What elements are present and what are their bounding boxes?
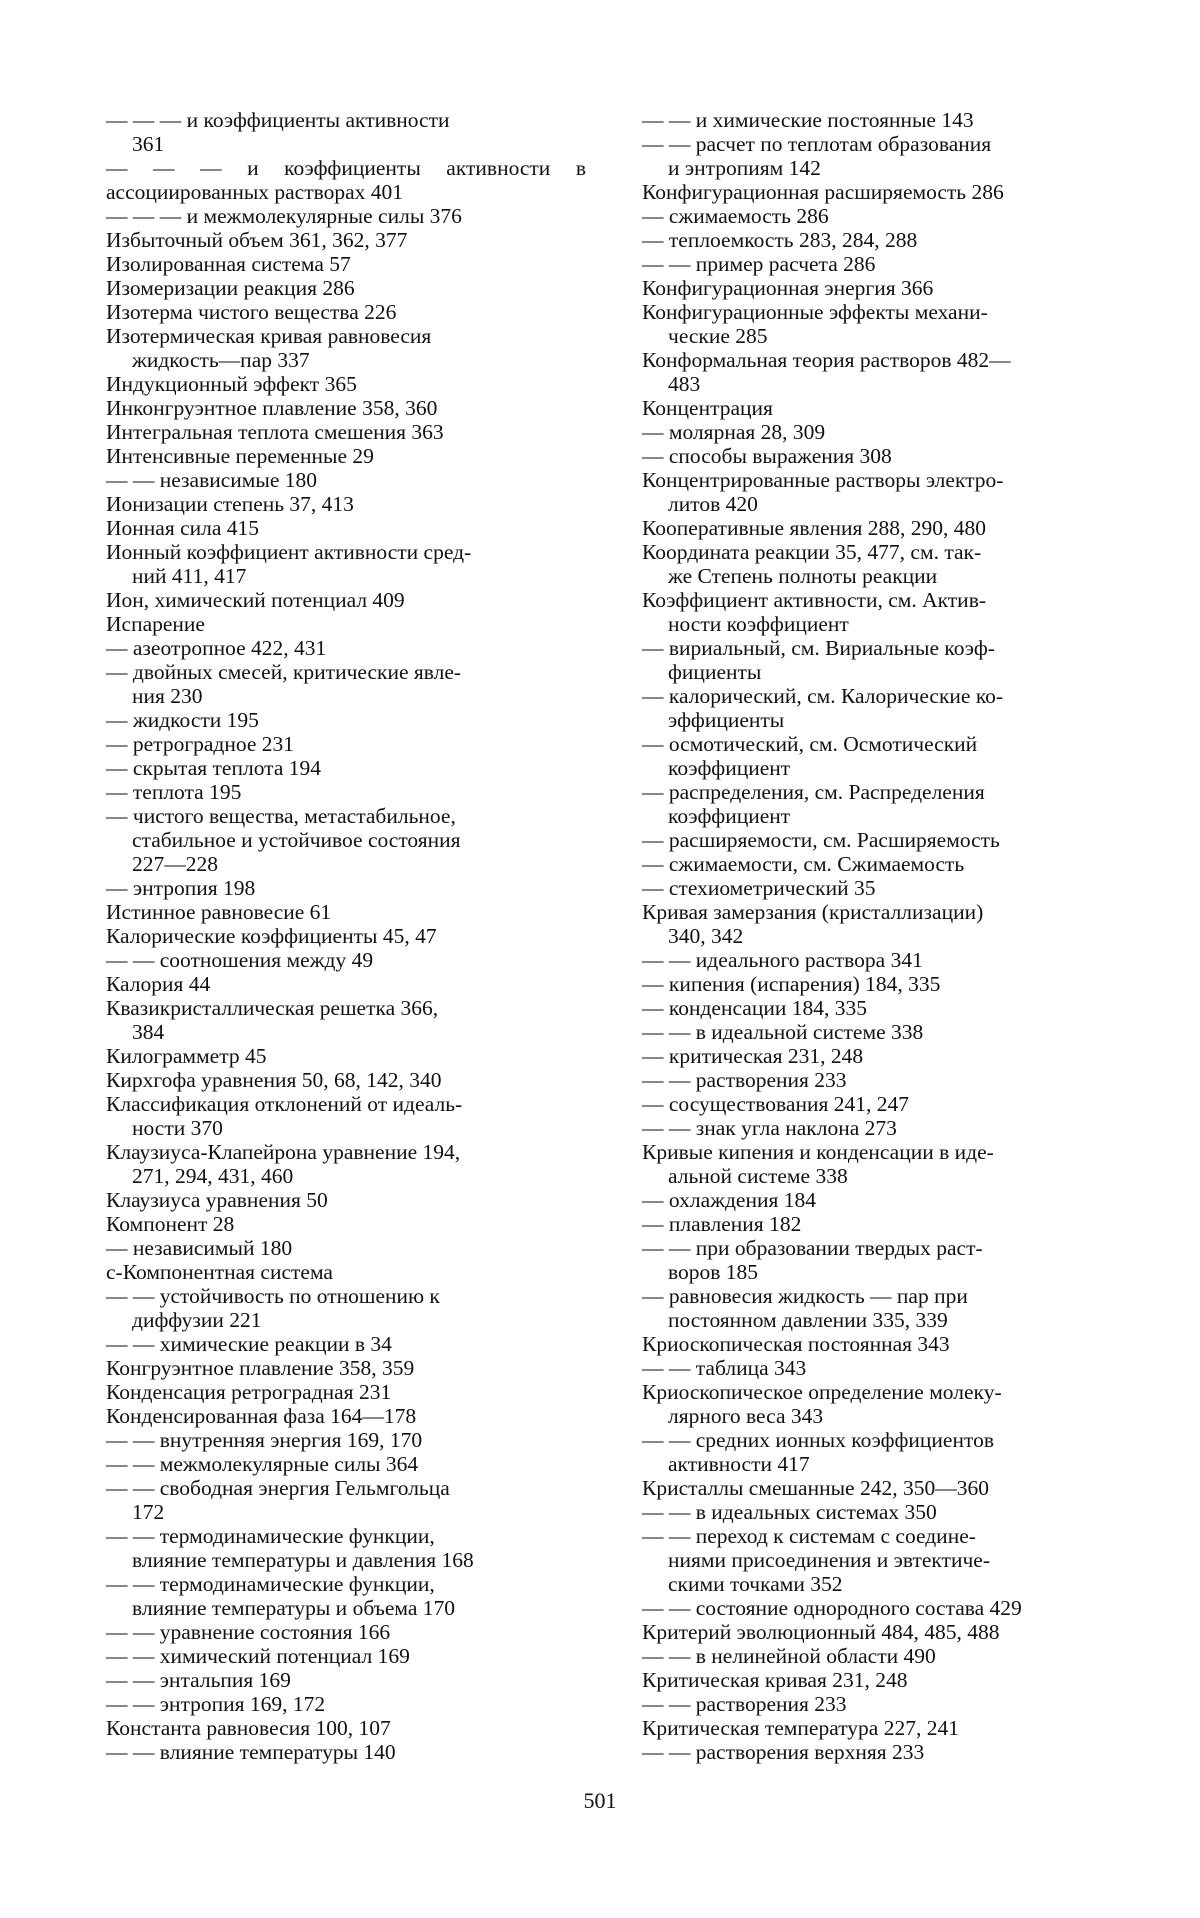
index-entry: — теплота 195 (106, 780, 242, 804)
index-entry: — — влияние температуры 140 (106, 1740, 396, 1764)
index-entry: Кооперативные явления 288, 290, 480 (642, 516, 987, 540)
index-column-left (106, 108, 586, 1764)
index-entry: Криоскопическая постоянная 343 (642, 1332, 950, 1356)
index-entry: — азеотропное 422, 431 (106, 636, 327, 660)
index-entry: — охлаждения 184 (642, 1188, 816, 1212)
index-entry: Кривые кипения и конденсации в иде- (642, 1140, 994, 1164)
index-entry: Конденсированная фаза 164—178 (106, 1404, 417, 1428)
index-entry-continuation: влияние температуры и объема 170 (132, 1596, 456, 1620)
index-entry: — — внутренняя энергия 169, 170 (106, 1428, 423, 1452)
index-entry: — — — и коэффициенты активности в ассоциированных растворах 401 (106, 156, 586, 204)
index-entry: — теплоемкость 283, 284, 288 (642, 228, 918, 252)
index-entry: Конденсация ретроградная 231 (106, 1380, 392, 1404)
index-entry: — — термодинамические функции, (106, 1524, 435, 1548)
index-entry: Кирхгофа уравнения 50, 68, 142, 340 (106, 1068, 442, 1092)
index-entry: — — соотношения между 49 (106, 948, 374, 972)
index-entry: — — пример расчета 286 (642, 252, 876, 276)
index-entry: — — — и коэффициенты активности (106, 108, 450, 132)
index-entry: Конфигурационные эффекты механи- (642, 300, 988, 324)
index-entry: — — растворения верхняя 233 (642, 1740, 925, 1764)
index-entry: — — свободная энергия Гельмгольца (106, 1476, 450, 1500)
index-entry: Изотермическая кривая равновесия (106, 324, 432, 348)
index-entry-continuation: 271, 294, 431, 460 (132, 1164, 294, 1188)
index-entry: — — термодинамические функции, (106, 1572, 435, 1596)
index-entry: Интегральная теплота смешения 363 (106, 420, 444, 444)
index-entry-continuation: фициенты (668, 660, 762, 684)
index-entry-continuation: скими точками 352 (668, 1572, 843, 1596)
index-entry: — — энтропия 169, 172 (106, 1692, 326, 1716)
index-entry: — двойных смесей, критические явле- (106, 660, 462, 684)
index-entry: — энтропия 198 (106, 876, 256, 900)
index-entry: — жидкости 195 (106, 708, 259, 732)
index-entry: — скрытая теплота 194 (106, 756, 321, 780)
index-entry: Криоскопическое определение молеку- (642, 1380, 1002, 1404)
index-entry: — — химический потенциал 169 (106, 1644, 410, 1668)
index-entry: Ионная сила 415 (106, 516, 260, 540)
index-entry-continuation: эффициенты (668, 708, 785, 732)
index-entry: — сжимаемость 286 (642, 204, 829, 228)
index-entry: — — при образовании твердых раст- (642, 1236, 983, 1260)
index-entry: — равновесия жидкость — пар при (642, 1284, 968, 1308)
index-column-right (642, 108, 1122, 1764)
index-entry-continuation: жидкость—пар 337 (132, 348, 310, 372)
index-entry: Инконгруэнтное плавление 358, 360 (106, 396, 438, 420)
index-entry: Конформальная теория растворов 482— (642, 348, 1011, 372)
index-entry-continuation: активности 417 (668, 1452, 810, 1476)
index-entry: — — идеального раствора 341 (642, 948, 923, 972)
index-entry-continuation: диффузии 221 (132, 1308, 262, 1332)
index-entry: — — и химические постоянные 143 (642, 108, 974, 132)
index-entry-continuation: коэффициент (668, 756, 791, 780)
index-entry: Классификация отклонений от идеаль- (106, 1092, 463, 1116)
index-entry-continuation: альной системе 338 (668, 1164, 848, 1188)
index-entry: Клаузиуса уравнения 50 (106, 1188, 328, 1212)
index-entry: Ионизации степень 37, 413 (106, 492, 354, 516)
index-entry: — способы выражения 308 (642, 444, 892, 468)
index-entry: Калорические коэффициенты 45, 47 (106, 924, 437, 948)
index-entry: Ион, химический потенциал 409 (106, 588, 405, 612)
index-entry: Кривая замерзания (кристаллизации) (642, 900, 984, 924)
index-entry: — стехиометрический 35 (642, 876, 876, 900)
index-entry: Избыточный объем 361, 362, 377 (106, 228, 408, 252)
index-entry: c-Компонентная система (106, 1260, 333, 1284)
index-entry-continuation: ния 230 (132, 684, 203, 708)
index-entry: — независимый 180 (106, 1236, 293, 1260)
index-entry-continuation: 340, 342 (668, 924, 744, 948)
index-entry-continuation: 227—228 (132, 852, 218, 876)
index-entry: — — межмолекулярные силы 364 (106, 1452, 419, 1476)
index-entry: Квазикристаллическая решетка 366, (106, 996, 439, 1020)
index-entry-continuation: коэффициент (668, 804, 791, 828)
index-entry-continuation: 172 (132, 1500, 165, 1524)
index-entry: Изомеризации реакция 286 (106, 276, 355, 300)
index-entry-continuation: же Степень полноты реакции (668, 564, 938, 588)
index-entry: — — независимые 180 (106, 468, 318, 492)
index-entry: — — энтальпия 169 (106, 1668, 291, 1692)
index-entry: Критерий эволюционный 484, 485, 488 (642, 1620, 1000, 1644)
index-entry-continuation: постоянном давлении 335, 339 (668, 1308, 948, 1332)
index-entry: — плавления 182 (642, 1212, 802, 1236)
index-entry: Коэффициент активности, см. Актив- (642, 588, 986, 612)
index-entry: — калорический, см. Калорические ко- (642, 684, 1004, 708)
index-entry: — — в нелинейной области 490 (642, 1644, 936, 1668)
index-entry-continuation: ниями присоединения и эвтектиче- (668, 1548, 990, 1572)
index-entry: Изолированная система 57 (106, 252, 351, 276)
index-entry: Координата реакции 35, 477, см. так- (642, 540, 982, 564)
index-entry: Изотерма чистого вещества 226 (106, 300, 397, 324)
index-entry-continuation: литов 420 (668, 492, 758, 516)
index-entry-continuation: 361 (132, 132, 165, 156)
index-entry: — — устойчивость по отношению к (106, 1284, 440, 1308)
index-entry: — — химические реакции в 34 (106, 1332, 392, 1356)
index-entry: — критическая 231, 248 (642, 1044, 864, 1068)
index-entry-continuation: лярного веса 343 (668, 1404, 824, 1428)
index-entry: — — растворения 233 (642, 1692, 847, 1716)
index-entry: — молярная 28, 309 (642, 420, 826, 444)
index-entry: Компонент 28 (106, 1212, 235, 1236)
index-entry: Ионный коэффициент активности сред- (106, 540, 472, 564)
index-entry: — расширяемости, см. Расширяемость (642, 828, 1000, 852)
index-entry: Конфигурационная расширяемость 286 (642, 180, 1004, 204)
index-entry: Конфигурационная энергия 366 (642, 276, 934, 300)
index-entry: — распределения, см. Распределения (642, 780, 985, 804)
index-entry: Критическая температура 227, 241 (642, 1716, 959, 1740)
index-entry: — чистого вещества, метастабильное, (106, 804, 456, 828)
index-entry-continuation: и энтропиям 142 (668, 156, 821, 180)
index-entry: Кристаллы смешанные 242, 350—360 (642, 1476, 989, 1500)
index-entry: Концентрация (642, 396, 773, 420)
index-entry: — — расчет по теплотам образования (642, 132, 992, 156)
index-entry: — — средних ионных коэффициентов (642, 1428, 994, 1452)
index-entry-continuation: 483 (668, 372, 701, 396)
index-entry: — конденсации 184, 335 (642, 996, 867, 1020)
index-entry: Константа равновесия 100, 107 (106, 1716, 391, 1740)
index-entry: Испарение (106, 612, 205, 636)
index-entry-continuation: воров 185 (668, 1260, 759, 1284)
index-entry: Килограмметр 45 (106, 1044, 267, 1068)
index-entry: — — состояние однородного состава 429 (642, 1596, 1022, 1620)
index-entry: — сосуществования 241, 247 (642, 1092, 909, 1116)
index-entry: Клаузиуса-Клапейрона уравнение 194, (106, 1140, 461, 1164)
index-entry: — — таблица 343 (642, 1356, 807, 1380)
index-entry-continuation: ческие 285 (668, 324, 768, 348)
index-entry: — — переход к системам с соедине- (642, 1524, 976, 1548)
index-entry-continuation: влияние температуры и давления 168 (132, 1548, 474, 1572)
index-entry: Истинное равновесие 61 (106, 900, 332, 924)
index-entry: — — в идеальных системах 350 (642, 1500, 937, 1524)
index-entry: Интенсивные переменные 29 (106, 444, 374, 468)
index-entry-continuation: 384 (132, 1020, 165, 1044)
page-number: 501 (583, 1788, 617, 1813)
index-entry: Конгруэнтное плавление 358, 359 (106, 1356, 415, 1380)
index-entry: — — уравнение состояния 166 (106, 1620, 391, 1644)
index-entry: — — в идеальной системе 338 (642, 1020, 924, 1044)
index-entry: — сжимаемости, см. Сжимаемость (642, 852, 965, 876)
index-entry-continuation: ности 370 (132, 1116, 223, 1140)
index-entry: — осмотический, см. Осмотический (642, 732, 978, 756)
index-entry: — кипения (испарения) 184, 335 (642, 972, 941, 996)
index-entry-continuation: ний 411, 417 (132, 564, 247, 588)
index-entry: Индукционный эффект 365 (106, 372, 357, 396)
index-entry: Калория 44 (106, 972, 211, 996)
index-entry: — ретроградное 231 (106, 732, 295, 756)
index-entry-continuation: ности коэффициент (668, 612, 849, 636)
index-entry: — — — и межмолекулярные силы 376 (106, 204, 462, 228)
index-entry: — — знак угла наклона 273 (642, 1116, 897, 1140)
index-entry-continuation: стабильное и устойчивое состояния (132, 828, 461, 852)
index-entry: — вириальный, см. Вириальные коэф- (642, 636, 995, 660)
index-entry: Критическая кривая 231, 248 (642, 1668, 908, 1692)
index-entry: — — растворения 233 (642, 1068, 847, 1092)
index-entry: Концентрированные растворы электро- (642, 468, 1004, 492)
